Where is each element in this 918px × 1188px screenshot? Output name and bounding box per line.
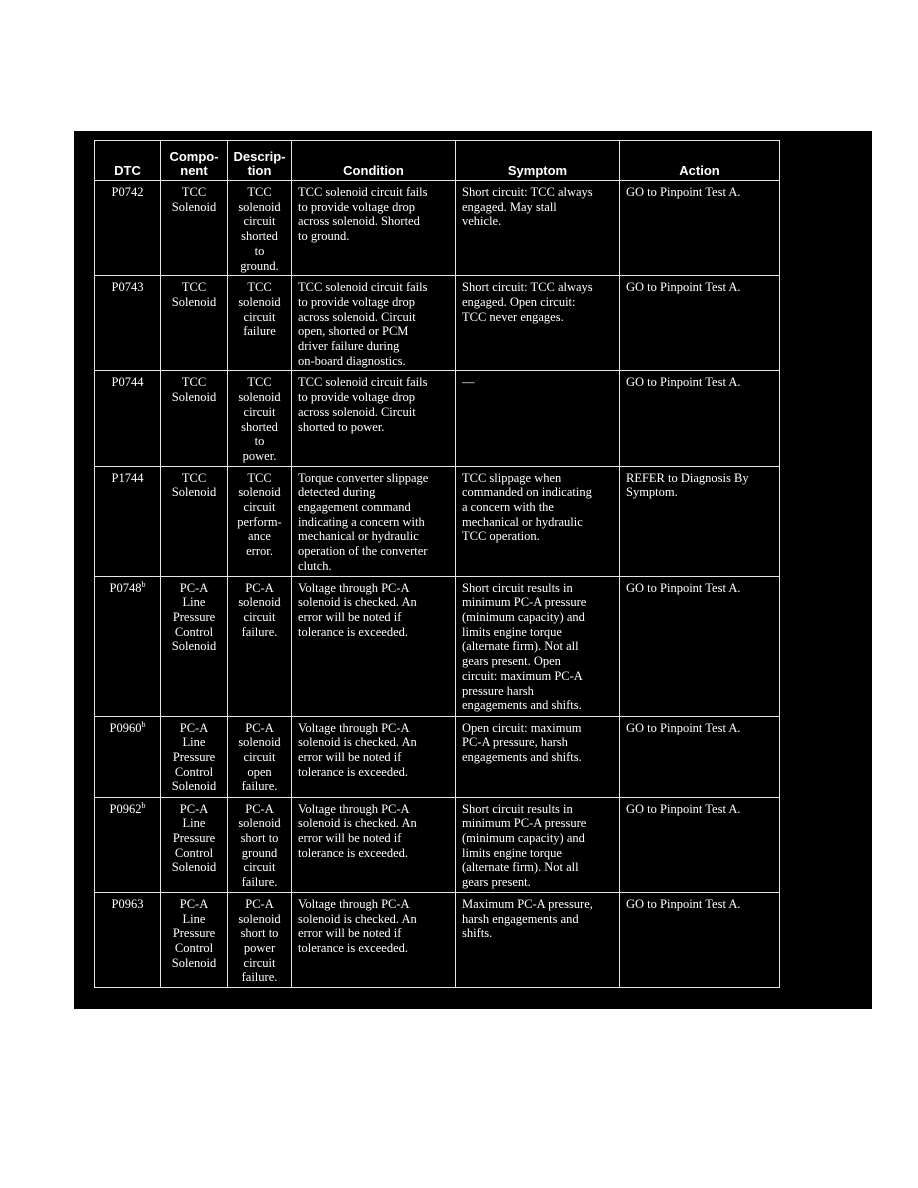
header-action: Action (620, 141, 780, 181)
dtc-cell: P0963 (95, 892, 161, 987)
table-row (95, 716, 780, 797)
condition-cell: Voltage through PC-A solenoid is checked. An error will be noted if tolerance is exceeded. (292, 797, 456, 892)
scanned-table-panel (74, 131, 872, 1009)
dtc-cell: P0962$^b$ (95, 797, 161, 892)
description-cell: TCC solenoid circuit shorted to power. (228, 371, 292, 466)
dtc-cell: P0743 (95, 276, 161, 371)
condition-cell: Torque converter slippage detected during engagement command indicating a concern with mechanical or hydraulic operation of the converter clutch. (292, 466, 456, 576)
table-row (95, 797, 780, 892)
table-row (95, 892, 780, 987)
condition-cell: TCC solenoid circuit fails to provide voltage drop across solenoid. Circuit open, shorted or PCM driver failure during on-board diagnostics. (292, 276, 456, 371)
condition-cell: Voltage through PC-A solenoid is checked. An error will be noted if tolerance is exceeded. (292, 716, 456, 797)
dtc-cell: P0748$^b$ (95, 576, 161, 716)
action-cell: GO to Pinpoint Test A. (620, 892, 780, 987)
header-symptom: Symptom (456, 141, 620, 181)
dtc-cell: P1744 (95, 466, 161, 576)
component-cell: TCC Solenoid (161, 466, 228, 576)
description-cell: TCC solenoid circuit perform- ance error. (228, 466, 292, 576)
condition-cell: Voltage through PC-A solenoid is checked. An error will be noted if tolerance is exceeded. (292, 576, 456, 716)
symptom-cell: Short circuit results in minimum PC-A pressure (minimum capacity) and limits engine torque (alternate firm). Not all gears present. (456, 797, 620, 892)
symptom-cell: Open circuit: maximum PC-A pressure, harsh engagements and shifts. (456, 716, 620, 797)
symptom-cell: TCC slippage when commanded on indicating a concern with the mechanical or hydraulic TCC operation. (456, 466, 620, 576)
dtc-cell: P0960$^b$ (95, 716, 161, 797)
header-dtc: DTC (95, 141, 161, 181)
component-cell: PC-A Line Pressure Control Solenoid (161, 797, 228, 892)
dtc-cell: P0744 (95, 371, 161, 466)
condition-cell: Voltage through PC-A solenoid is checked. An error will be noted if tolerance is exceeded. (292, 892, 456, 987)
symptom-cell: Short circuit: TCC always engaged. May stall vehicle. (456, 181, 620, 276)
symptom-cell: Short circuit: TCC always engaged. Open circuit: TCC never engages. (456, 276, 620, 371)
description-cell: PC-A solenoid short to ground circuit failure. (228, 797, 292, 892)
component-cell: PC-A Line Pressure Control Solenoid (161, 576, 228, 716)
description-cell: TCC solenoid circuit shorted to ground. (228, 181, 292, 276)
condition-cell: TCC solenoid circuit fails to provide voltage drop across solenoid. Circuit shorted to power. (292, 371, 456, 466)
component-cell: PC-A Line Pressure Control Solenoid (161, 892, 228, 987)
action-cell: GO to Pinpoint Test A. (620, 276, 780, 371)
condition-cell: TCC solenoid circuit fails to provide voltage drop across solenoid. Shorted to ground. (292, 181, 456, 276)
header-component: Compo- nent (161, 141, 228, 181)
header-condition: Condition (292, 141, 456, 181)
component-cell: TCC Solenoid (161, 181, 228, 276)
action-cell: GO to Pinpoint Test A. (620, 716, 780, 797)
table-row (95, 576, 780, 716)
dtc-table (94, 140, 780, 988)
dtc-cell: P0742 (95, 181, 161, 276)
description-cell: PC-A solenoid circuit open failure. (228, 716, 292, 797)
component-cell: PC-A Line Pressure Control Solenoid (161, 716, 228, 797)
description-cell: PC-A solenoid short to power circuit failure. (228, 892, 292, 987)
symptom-cell: Maximum PC-A pressure, harsh engagements and shifts. (456, 892, 620, 987)
component-cell: TCC Solenoid (161, 371, 228, 466)
symptom-cell: — (456, 371, 620, 466)
action-cell: GO to Pinpoint Test A. (620, 371, 780, 466)
header-description: Descrip- tion (228, 141, 292, 181)
table-row (95, 181, 780, 276)
description-cell: TCC solenoid circuit failure (228, 276, 292, 371)
action-cell: GO to Pinpoint Test A. (620, 576, 780, 716)
table-row (95, 466, 780, 576)
table-row (95, 276, 780, 371)
header-row (95, 141, 780, 181)
action-cell: REFER to Diagnosis By Symptom. (620, 466, 780, 576)
component-cell: TCC Solenoid (161, 276, 228, 371)
table-row (95, 371, 780, 466)
description-cell: PC-A solenoid circuit failure. (228, 576, 292, 716)
action-cell: GO to Pinpoint Test A. (620, 181, 780, 276)
symptom-cell: Short circuit results in minimum PC-A pressure (minimum capacity) and limits engine torque (alternate firm). Not all gears present. Open circuit: maximum PC-A pressure harsh engagements and shifts. (456, 576, 620, 716)
action-cell: GO to Pinpoint Test A. (620, 797, 780, 892)
